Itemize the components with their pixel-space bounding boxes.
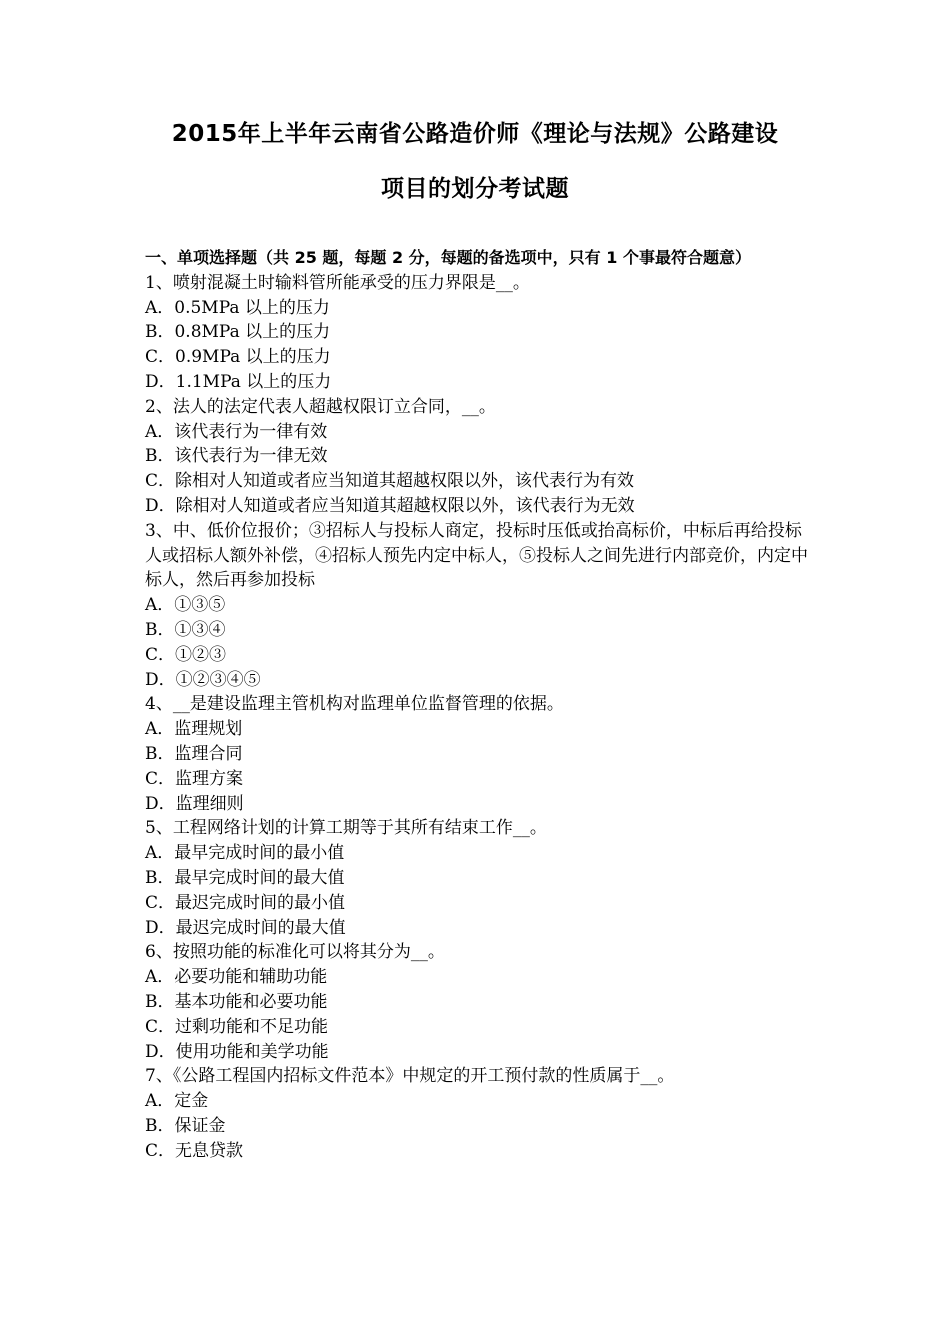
option-a: A．监理规划 bbox=[145, 719, 243, 740]
option-c: C．无息贷款 bbox=[145, 1140, 244, 1161]
option-d: D．使用功能和美学功能 bbox=[145, 1041, 329, 1062]
option-a: A．最早完成时间的最小值 bbox=[145, 843, 345, 864]
option-c: C．监理方案 bbox=[145, 768, 244, 789]
option-b: B．①③④ bbox=[145, 619, 226, 640]
option-c: C．①②③ bbox=[145, 644, 227, 665]
option-a: A．①③⑤ bbox=[145, 595, 226, 616]
question-4 bbox=[145, 692, 810, 816]
option-d: D．监理细则 bbox=[145, 793, 244, 814]
document-body bbox=[145, 246, 810, 1163]
question-2 bbox=[145, 395, 810, 519]
option-a: A．该代表行为一律有效 bbox=[145, 421, 328, 442]
option-a: A．必要功能和辅助功能 bbox=[145, 967, 328, 988]
question-stem: 1、喷射混凝土时输料管所能承受的压力界限是__。 bbox=[145, 272, 530, 293]
option-b: B．该代表行为一律无效 bbox=[145, 446, 328, 467]
option-c: C．最迟完成时间的最小值 bbox=[145, 892, 346, 913]
option-b: B．最早完成时间的最大值 bbox=[145, 867, 345, 888]
question-stem: 3、中、低价位报价；③招标人与投标人商定，投标时压低或抬高标价，中标后再给投标人或招标人额外补偿，④招标人预先内定中标人，⑤投标人之间先进行内部竞价，内定中标人，然后再参加投标 bbox=[145, 520, 808, 591]
question-stem: 5、工程网络计划的计算工期等于其所有结束工作__。 bbox=[145, 818, 547, 839]
question-7 bbox=[145, 1064, 810, 1163]
question-stem: 2、法人的法定代表人超越权限订立合同，__。 bbox=[145, 396, 496, 417]
question-1 bbox=[145, 271, 810, 395]
question-stem: 4、__是建设监理主管机构对监理单位监督管理的依据。 bbox=[145, 694, 564, 715]
option-b: B．0.8MPa 以上的压力 bbox=[145, 322, 331, 343]
option-c: C．过剩功能和不足功能 bbox=[145, 1016, 329, 1037]
option-a: A．0.5MPa 以上的压力 bbox=[145, 297, 330, 318]
option-d: D．最迟完成时间的最大值 bbox=[145, 917, 346, 938]
section-heading: 一、单项选择题（共 25 题，每题 2 分，每题的备选项中，只有 1 个事最符合题意） bbox=[145, 248, 751, 267]
option-c: C．除相对人知道或者应当知道其超越权限以外，该代表行为有效 bbox=[145, 471, 635, 492]
option-b: B．监理合同 bbox=[145, 743, 243, 764]
question-6 bbox=[145, 940, 810, 1064]
option-d: D．除相对人知道或者应当知道其超越权限以外，该代表行为无效 bbox=[145, 495, 635, 516]
question-stem: 7、《公路工程国内招标文件范本》中规定的开工预付款的性质属于__。 bbox=[145, 1066, 675, 1087]
document-title-line-1: 2015年上半年云南省公路造价师《理论与法规》公路建设 bbox=[171, 121, 779, 147]
option-c: C．0.9MPa 以上的压力 bbox=[145, 347, 331, 368]
document-title-line-2: 项目的划分考试题 bbox=[381, 176, 569, 202]
option-a: A．定金 bbox=[145, 1091, 209, 1112]
question-stem: 6、按照功能的标准化可以将其分为__。 bbox=[145, 942, 445, 963]
option-b: B．基本功能和必要功能 bbox=[145, 991, 328, 1012]
option-d: D．1.1MPa 以上的压力 bbox=[145, 371, 332, 392]
option-d: D．①②③④⑤ bbox=[145, 669, 261, 690]
question-3 bbox=[145, 519, 810, 693]
option-b: B．保证金 bbox=[145, 1115, 226, 1136]
question-5 bbox=[145, 816, 810, 940]
